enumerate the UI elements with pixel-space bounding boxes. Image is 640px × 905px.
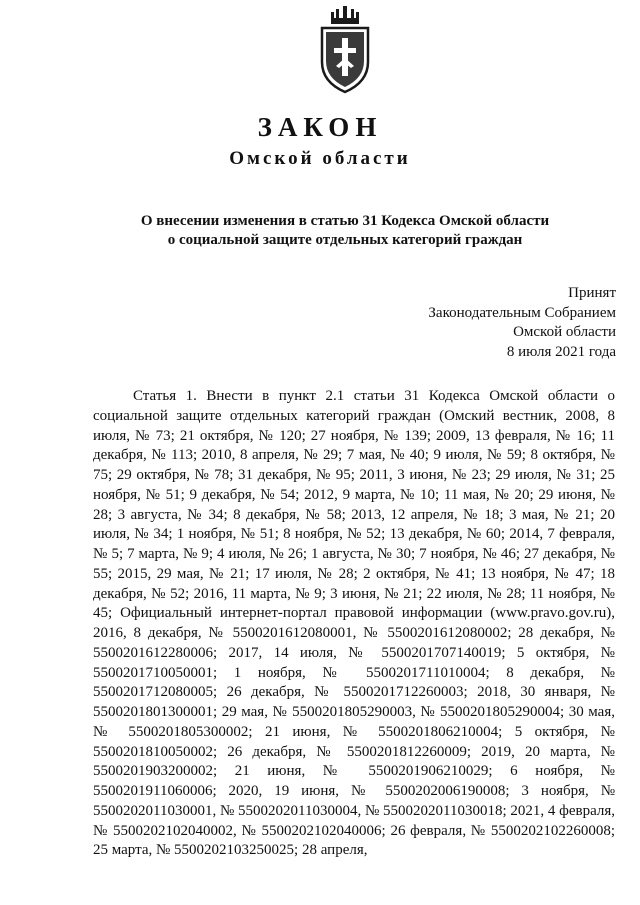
law-title: ЗАКОН <box>257 112 383 142</box>
law-subject-line: О внесении изменения в статью 31 Кодекса Омской области <box>140 213 550 229</box>
adoption-block <box>428 284 616 362</box>
adopting-body: Законодательным Собранием <box>428 304 616 321</box>
adoption-status: Принят <box>568 285 616 301</box>
article-1 <box>93 387 615 861</box>
adopting-body-region: Омской области <box>513 324 616 340</box>
omsk-coat-of-arms-icon <box>316 6 374 94</box>
article-text: Внести в пункт 2.1 статьи 31 Кодекса Омской области о социальной защите отдельных категорий граждан (Омский вестник, 2008, 8 июля, № 73; 21 октября, № 120; 27 ноября, № 139; 2009, 13 февраля, № 16; 11 декабря, № 113; 2010, 8 апреля, № 29; 7 мая, № 40; 9 июля, № 59; 8 октября, № 75; 29 октября, № 78; 31 декабря, № 95; 2011, 3 июня, № 23; 29 июля, № 31; 25 ноября, № 51; 9 декабря, № 54; 2012, 9 марта, № 10; 11 мая, № 20; 29 июня, № 28; 3 августа, № 34; 8 декабря, № 58; 2013, 12 апреля, № 18; 3 мая, № 21; 20 июля, № 34; 1 ноября, № 51; 8 ноября, № 52; 13 декабря, № 60; 2014, 7 февраля, № 5; 7 марта, № 9; 4 июля, № 26; 1 августа, № 30; 7 ноября, № 46; 27 декабря, № 55; 2015, 29 мая, № 21; 17 июля, № 28; 2 октября, № 41; 13 ноября, № 47; 18 декабря, № 52; 2016, 11 марта, № 9; 3 июня, № 21; 22 июля, № 28; 11 ноября, № 45; Официальный интернет-портал правовой информации (www.pravo.gov.ru), 2016, 8 декабря, № 5500201612080001, № 5500201612080002; 28 декабря, № 5500201612280006; 2017, 14 июля, № 5500201707140019; 5 октября, № 5500201710050001; 1 ноября, № 5500201711010004; 8 декабря, № 5500201712080005; 26 декабря, № 5500201712260003; 2018, 30 января, № 5500201801300001; 29 мая, № 5500201805290003, № 5500201805290004; 30 мая, № 5500201805300002; 21 июня, № 5500201806210004; 5 октября, № 5500201810050002; 26 декабря, № 5500201812260009; 2019, 20 марта, № 5500201903200002; 21 июня, № 5500201906210029; 6 ноября, № 5500201911060006; 2020, 19 июня, № 5500202006190008; 3 ноября, № 5500202011030001, № 5500202011030004, № 5500202011030018; 2021, 4 февраля, № 5500202102040002, № 5500202102040006; 26 февраля, № 5500202102260008; 25 марта, № 5500202103250025; 28 апреля, <box>93 388 616 859</box>
article-label: Статья 1. <box>133 388 197 404</box>
law-subject-line: о социальной защите отдельных категорий граждан <box>167 232 523 248</box>
adoption-date: 8 июля 2021 года <box>506 343 616 360</box>
law-region: Омской области <box>229 148 411 169</box>
law-subject <box>0 212 640 250</box>
